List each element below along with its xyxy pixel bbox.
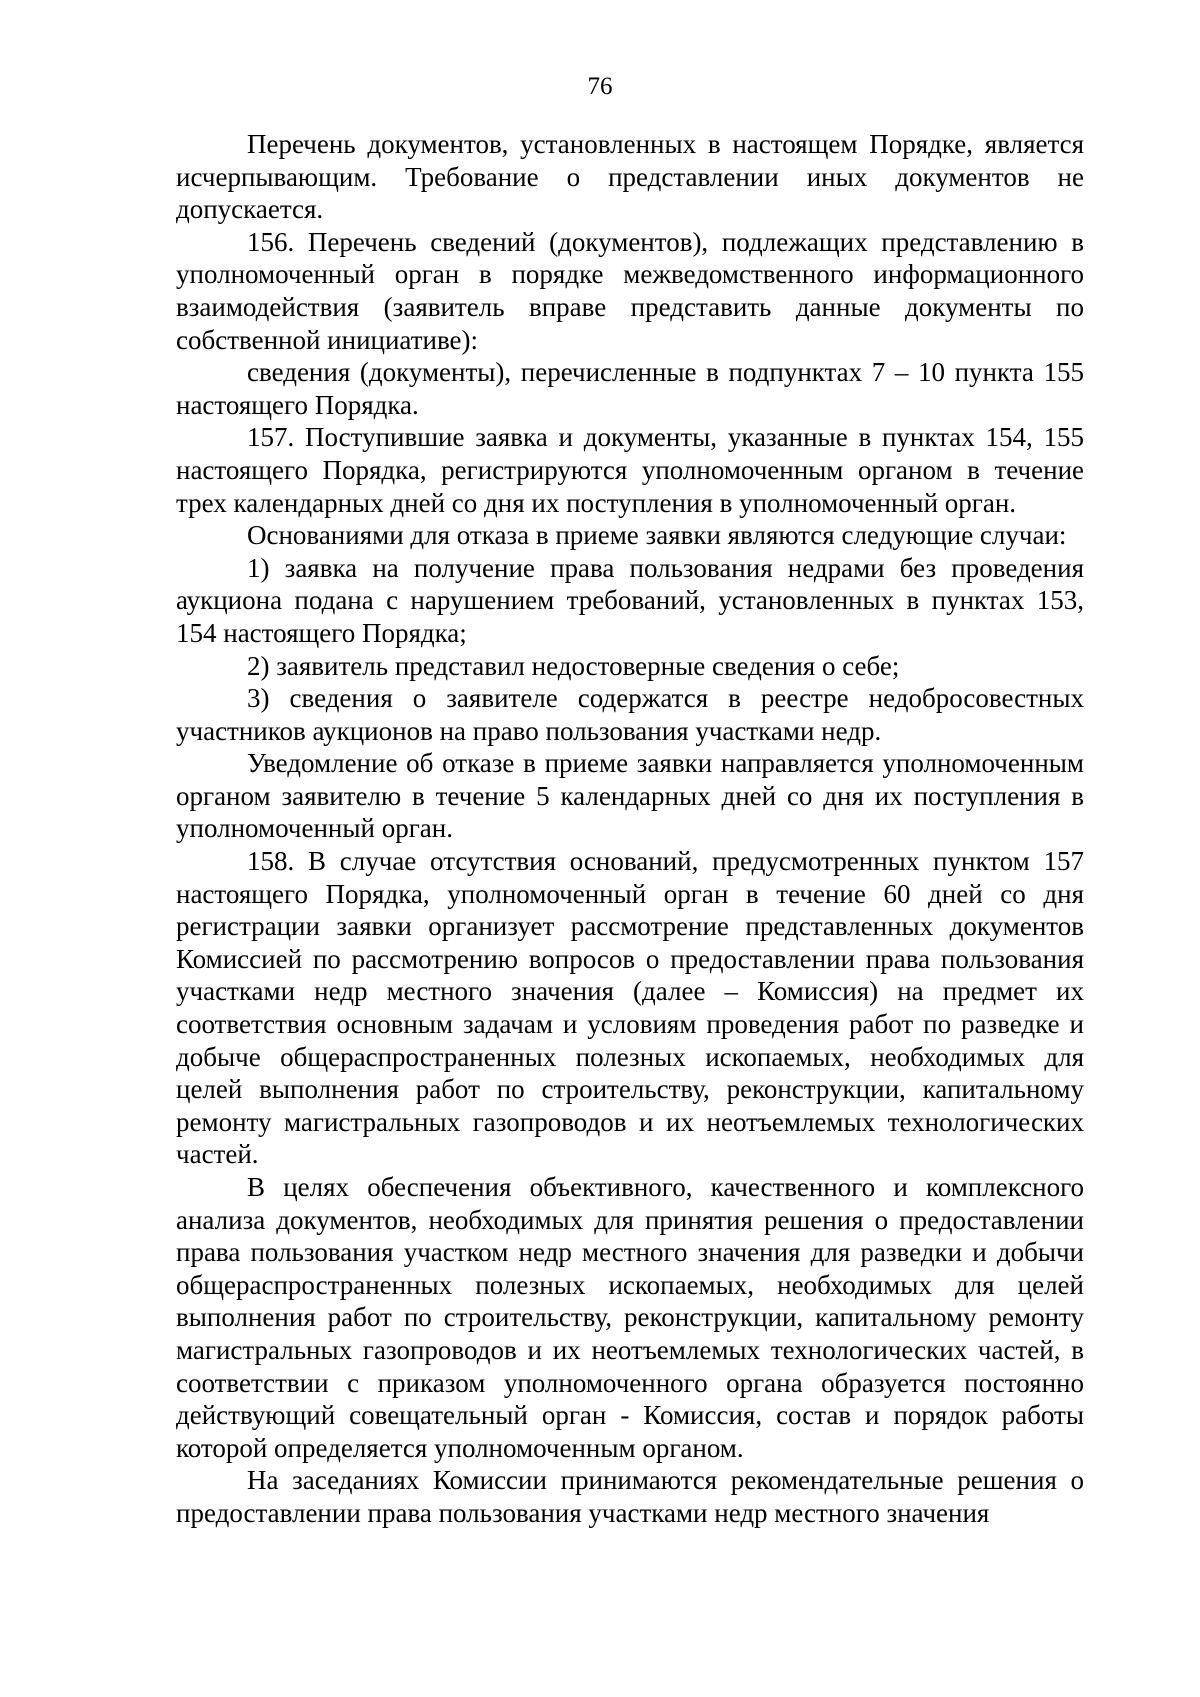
paragraph-refusal-ground-1: 1) заявка на получение права пользования недрами без проведения аукциона подана с нарушением требований, установленных в пунктах 153, 154 настоящего Порядка;	[176, 552, 1084, 648]
paragraph-commission-meetings: На заседаниях Комиссии принимаются рекомендательные решения о предоставлении права пользования участками недр местного значения	[176, 1465, 1084, 1528]
paragraph-item-156: 156. Перечень сведений (документов), подлежащих представлению в уполномоченный орган в порядке межведомственного информационного взаимодействия (заявитель вправе представить данные документы по собственной инициативе):	[176, 226, 1084, 355]
paragraph-refusal-notice: Уведомление об отказе в приеме заявки направляется уполномоченным органом заявителю в течение 5 календарных дней со дня их поступления в уполномоченный орган.	[176, 748, 1084, 844]
page-number: 76	[587, 73, 613, 100]
paragraph-item-156-details: сведения (документы), перечисленные в подпунктах 7 – 10 пункта 155 настоящего Порядка.	[176, 357, 1084, 420]
paragraph-refusal-grounds: Основаниями для отказа в приеме заявки являются следующие случаи:	[247, 520, 1067, 551]
paragraph-documents-list-exhaustive: Перечень документов, установленных в настоящем Порядке, является исчерпывающим. Требование о представлении иных документов не допускается.	[176, 129, 1084, 225]
paragraph-refusal-ground-2: 2) заявитель представил недостоверные сведения о себе;	[247, 650, 900, 681]
document-body	[176, 128, 1084, 1530]
paragraph-refusal-ground-3: 3) сведения о заявителе содержатся в реестре недобросовестных участников аукционов на право пользования участками недр.	[176, 683, 1084, 746]
paragraph-commission-formation: В целях обеспечения объективного, качественного и комплексного анализа документов, необходимых для принятия решения о предоставлении права пользования участком недр местного значения для разведки и добычи общераспространенных полезных ископаемых, необходимых для целей выполнения работ по строительству, реконструкции, капитальному ремонту магистральных газопроводов и их неотъемлемых технологических частей, в соответствии с приказом уполномоченного органа образуется постоянно действующий совещательный орган - Комиссия, состав и порядок работы которой определяется уполномоченным органом.	[176, 1172, 1084, 1463]
paragraph-item-157: 157. Поступившие заявка и документы, указанные в пунктах 154, 155 настоящего Порядка, регистрируются уполномоченным органом в течение трех календарных дней со дня их поступления в уполномоченный орган.	[176, 422, 1084, 518]
paragraph-item-158: 158. В случае отсутствия оснований, предусмотренных пунктом 157 настоящего Порядка, уполномоченный орган в течение 60 дней со дня регистрации заявки организует рассмотрение представленных документов Комиссией по рассмотрению вопросов о предоставлении права пользования участками недр местного значения (далее – Комиссия) на предмет их соответствия основным задачам и условиям проведения работ по разведке и добыче общераспространенных полезных ископаемых, необходимых для целей выполнения работ по строительству, реконструкции, капитальному ремонту магистральных газопроводов и их неотъемлемых технологических частей.	[176, 846, 1084, 1170]
